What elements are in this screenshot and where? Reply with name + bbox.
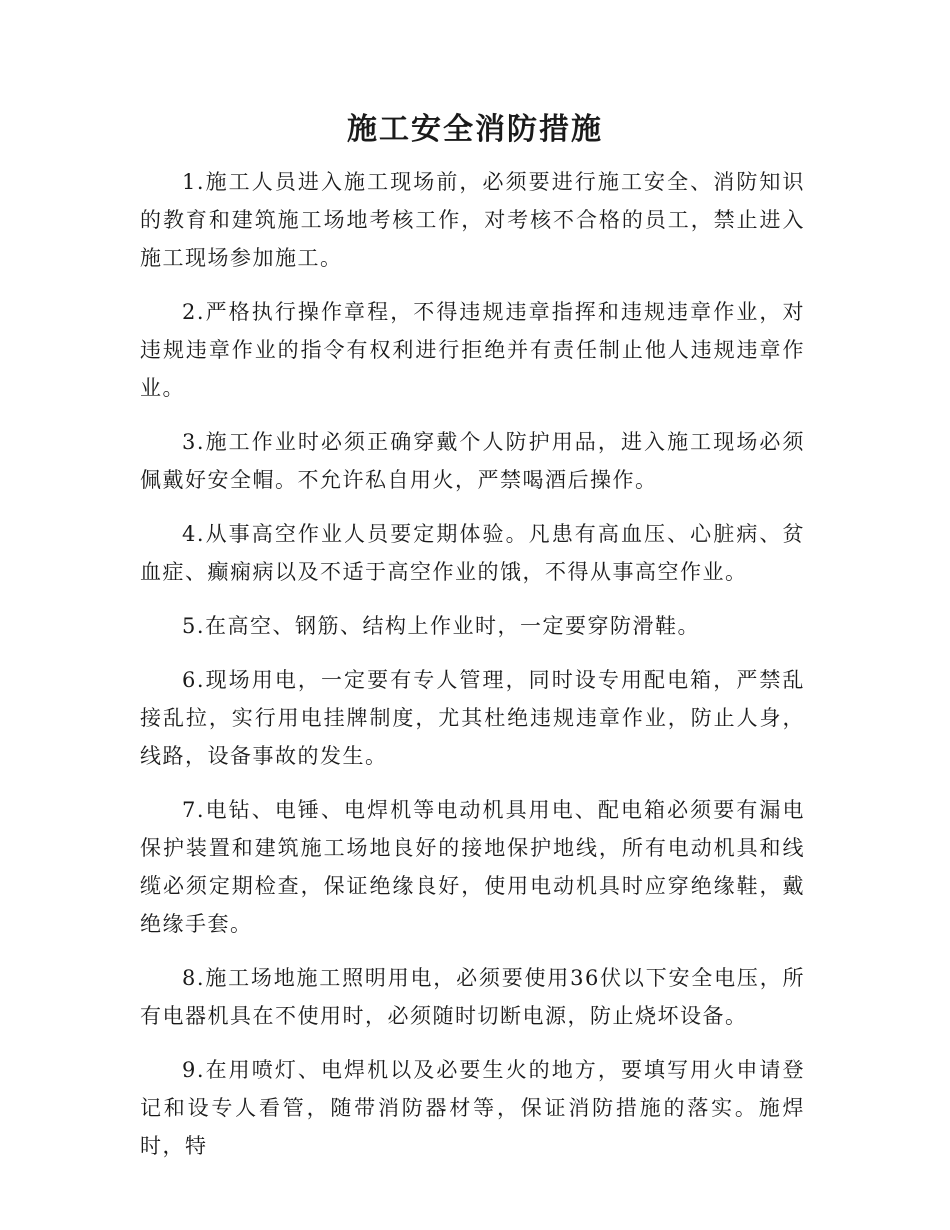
paragraph-4: 4.从事高空作业人员要定期体验。凡患有高血压、心脏病、贫血症、癫痫病以及不适于高空作业的饿，不得从事高空作业。 xyxy=(140,522,805,584)
paragraph-9: 9.在用喷灯、电焊机以及必要生火的地方，要填写用火申请登记和设专人看管，随带消防器材等，保证消防措施的落实。施焊时，特 xyxy=(140,1058,805,1158)
paragraph-7: 7.电钻、电锤、电焊机等电动机具用电、配电箱必须要有漏电保护装置和建筑施工场地良好的接地保护地线，所有电动机具和线缆必须定期检查，保证绝缘良好，使用电动机具时应穿绝缘鞋，戴绝缘手套。 xyxy=(140,798,805,936)
paragraph-2: 2.严格执行操作章程，不得违规违章指挥和违规违章作业，对违规违章作业的指令有权利进行拒绝并有责任制止他人违规违章作业。 xyxy=(140,300,805,400)
paragraph-6: 6.现场用电，一定要有专人管理，同时设专用配电箱，严禁乱接乱拉，实行用电挂牌制度，尤其杜绝违规违章作业，防止人身，线路，设备事故的发生。 xyxy=(140,668,805,768)
document-title: 施工安全消防措施 xyxy=(347,112,603,147)
paragraph-1: 1.施工人员进入施工现场前，必须要进行施工安全、消防知识的教育和建筑施工场地考核工作，对考核不合格的员工，禁止进入施工现场参加施工。 xyxy=(140,170,805,270)
paragraph-3: 3.施工作业时必须正确穿戴个人防护用品，进入施工现场必须佩戴好安全帽。不允许私自用火，严禁喝酒后操作。 xyxy=(140,430,805,492)
document-body xyxy=(140,163,805,1181)
paragraph-5: 5.在高空、钢筋、结构上作业时，一定要穿防滑鞋。 xyxy=(182,614,701,638)
paragraph-8: 8.施工场地施工照明用电，必须要使用36伏以下安全电压，所有电器机具在不使用时，必须随时切断电源，防止烧坏设备。 xyxy=(140,966,805,1028)
